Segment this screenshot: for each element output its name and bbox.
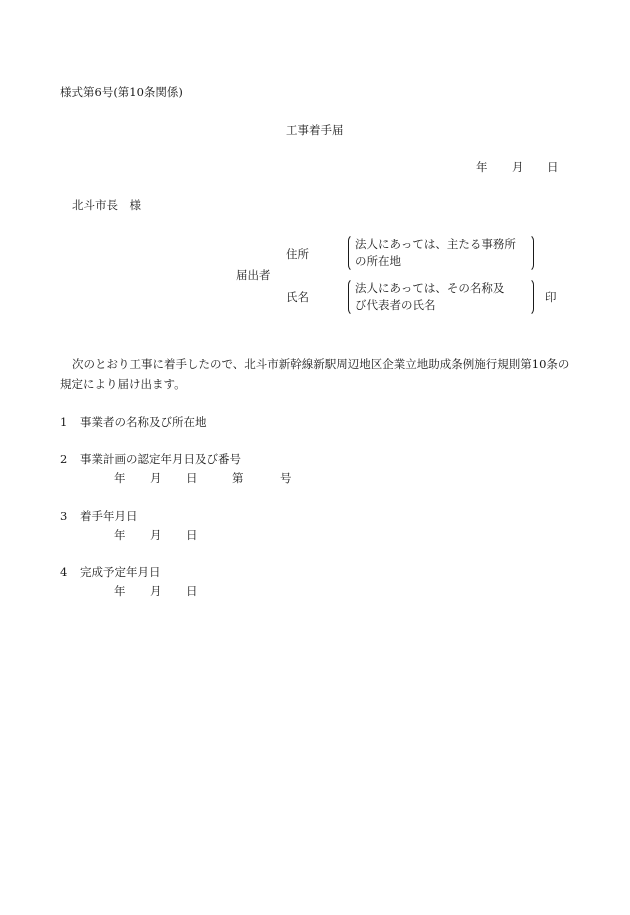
field-year: 年 [114, 584, 126, 598]
name-note-bracket [348, 278, 534, 316]
address-note-line1: 法人にあっては、主たる事務所 [355, 237, 516, 251]
item-label: 事業者の名称及び所在地 [80, 415, 207, 429]
seal-mark: 印 [545, 290, 557, 304]
applicant-label: 届出者 [236, 268, 271, 282]
address-label: 住所 [286, 247, 309, 261]
item-label: 事業計画の認定年月日及び番号 [80, 452, 241, 466]
field-dai: 第 [232, 471, 244, 485]
name-note-line1: 法人にあっては、その名称及 [355, 281, 505, 295]
field-month: 月 [150, 584, 162, 598]
field-year: 年 [114, 471, 126, 485]
item-number: 3 [60, 509, 68, 523]
address-note-line2: の所在地 [355, 254, 401, 268]
item-number: 4 [60, 565, 68, 579]
date-year: 年 [476, 160, 488, 174]
body-paragraph: 次のとおり工事に着手したので、北斗市新幹線新駅周辺地区企業立地助成条例施行規則第10条の規定により届け出ます。 [60, 357, 570, 391]
address-note-bracket [348, 234, 534, 272]
form-label: 様式第6号(第10条関係) [60, 85, 183, 99]
item-label: 着手年月日 [80, 509, 138, 523]
item-number: 2 [60, 452, 68, 466]
date-month: 月 [512, 160, 524, 174]
field-year: 年 [114, 528, 126, 542]
field-day: 日 [186, 584, 198, 598]
field-go: 号 [280, 471, 292, 485]
field-month: 月 [150, 471, 162, 485]
name-note-line2: び代表者の氏名 [355, 298, 436, 312]
addressee: 北斗市長 様 [72, 198, 141, 212]
field-day: 日 [186, 528, 198, 542]
field-month: 月 [150, 528, 162, 542]
document-title: 工事着手届 [286, 123, 344, 137]
date-day: 日 [547, 160, 559, 174]
field-day: 日 [186, 471, 198, 485]
item-label: 完成予定年月日 [80, 565, 161, 579]
name-label: 氏名 [286, 290, 309, 304]
item-number: 1 [60, 415, 68, 429]
